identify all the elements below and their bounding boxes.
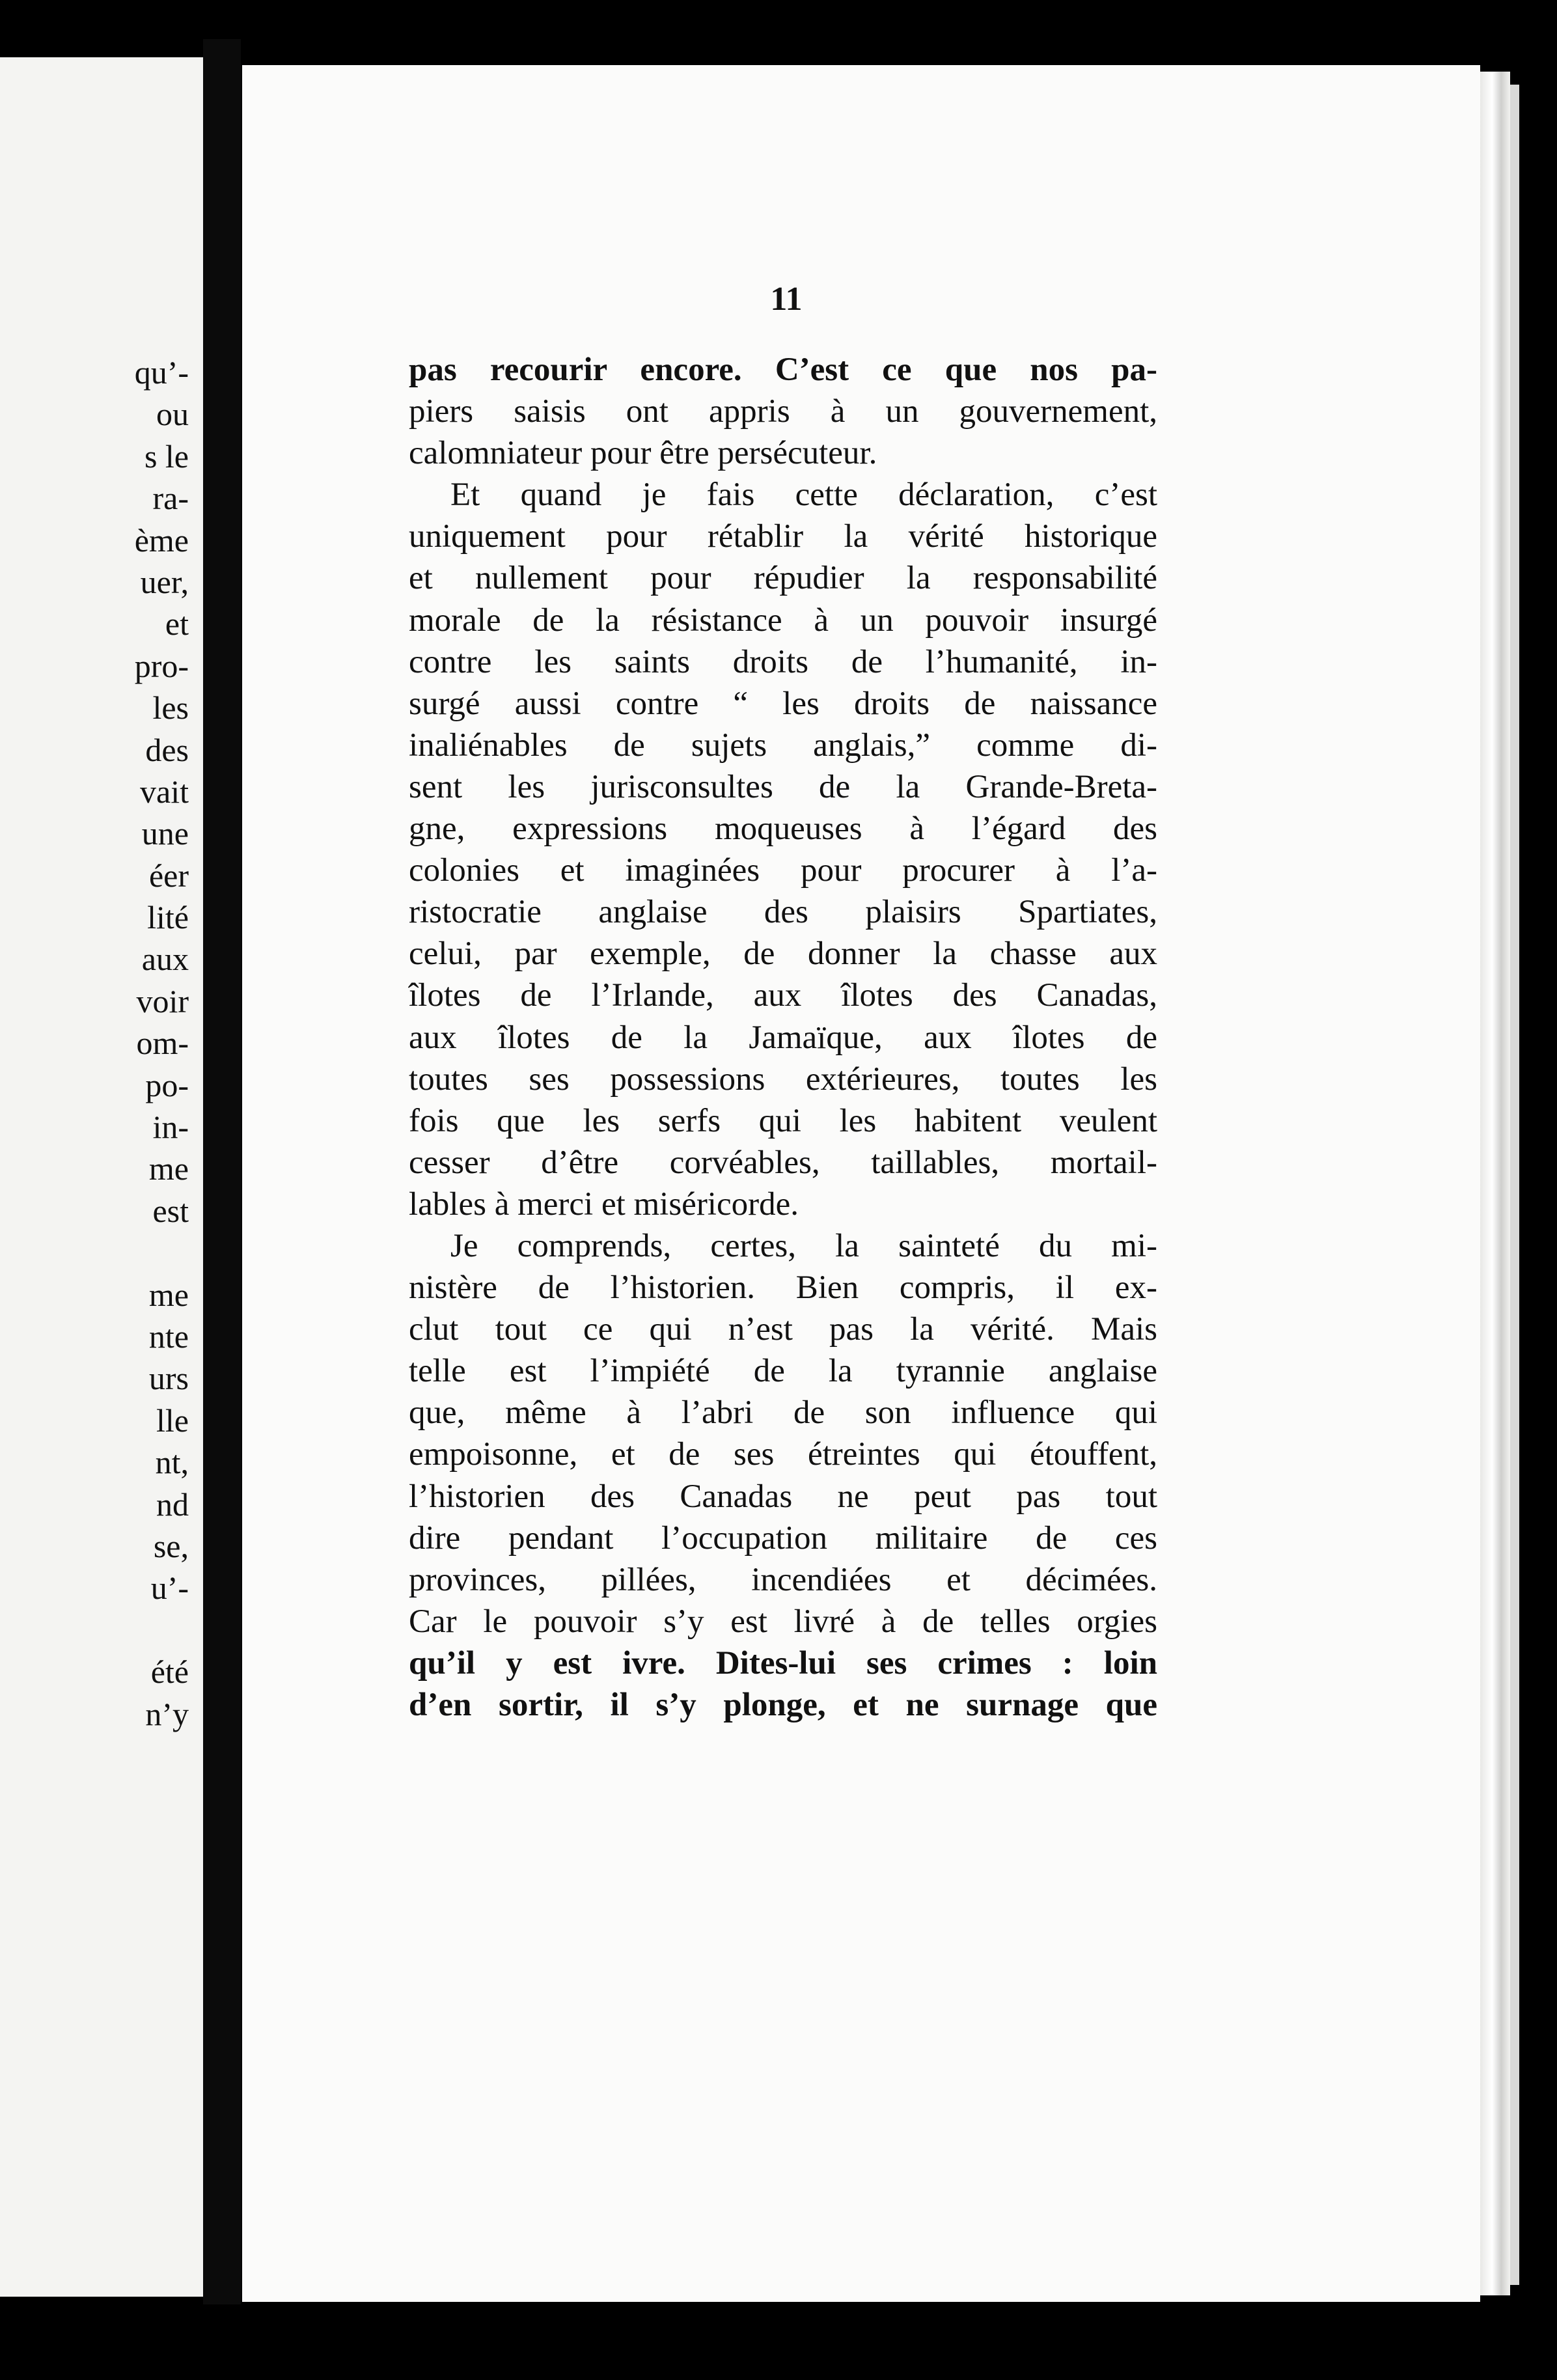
book-gutter <box>203 39 241 2304</box>
text-line: surgé aussi contre “ les droits de naissance <box>409 685 1157 722</box>
left-fragment: ra- <box>152 480 189 517</box>
left-fragment: se, <box>153 1527 189 1564</box>
left-fragment: lle <box>156 1402 189 1439</box>
left-fragment: éer <box>148 857 189 894</box>
text-line: calomniateur pour être persécuteur. <box>409 435 877 472</box>
left-fragment: et <box>165 605 189 643</box>
text-line: empoisonne, et de ses étreintes qui étouffent, <box>409 1436 1157 1473</box>
page-edge <box>1480 72 1510 2295</box>
left-fragment: les <box>152 689 189 726</box>
text-line: aux îlotes de la Jamaïque, aux îlotes de <box>409 1019 1157 1056</box>
text-line: Je comprends, certes, la sainteté du mi- <box>450 1227 1157 1264</box>
text-line: îlotes de l’Irlande, aux îlotes des Canadas, <box>409 977 1157 1014</box>
text-line: celui, par exemple, de donner la chasse aux <box>409 935 1157 973</box>
text-line: colonies et imaginées pour procurer à l’a- <box>409 852 1157 889</box>
left-fragment: des <box>145 731 189 768</box>
left-fragment: nt, <box>155 1444 189 1481</box>
left-fragment: me <box>148 1276 189 1313</box>
text-line: piers saisis ont appris à un gouvernement, <box>409 393 1157 430</box>
left-fragment: est <box>152 1192 189 1229</box>
left-fragment: ème <box>134 521 189 559</box>
text-line: uniquement pour rétablir la vérité historique <box>409 518 1157 555</box>
left-fragment: qu’- <box>134 354 189 391</box>
left-fragment: nd <box>156 1486 189 1523</box>
text-line: cesser d’être corvéables, taillables, mortail- <box>409 1144 1157 1181</box>
left-fragment: été <box>150 1654 189 1691</box>
left-fragment: vait <box>140 773 189 810</box>
left-fragment: s le <box>144 437 189 475</box>
text-line: inaliénables de sujets anglais,” comme di- <box>409 726 1157 764</box>
page-edge-shadow <box>1510 85 1519 2285</box>
text-line: Et quand je fais cette déclaration, c’est <box>450 477 1157 514</box>
left-facing-page <box>0 57 203 2297</box>
left-fragment: une <box>141 815 189 852</box>
text-line: d’en sortir, il s’y plonge, et ne surnage que <box>409 1687 1157 1723</box>
left-fragment <box>135 1609 189 1651</box>
text-line: toutes ses possessions extérieures, toutes les <box>409 1060 1157 1098</box>
text-line: contre les saints droits de l’humanité, in- <box>409 643 1157 680</box>
text-line: clut tout ce qui n’est pas la vérité. Mais <box>409 1311 1157 1348</box>
left-fragment: aux <box>141 941 189 978</box>
text-line: gne, expressions moqueuses à l’égard des <box>409 810 1157 848</box>
left-fragment <box>135 1232 189 1273</box>
left-fragment: om- <box>136 1025 189 1062</box>
text-line: que, même à l’abri de son influence qui <box>409 1394 1157 1432</box>
text-line: pas recourir encore. C’est ce que nos pa- <box>409 352 1157 388</box>
left-fragment: u’- <box>150 1570 189 1607</box>
left-fragment: ou <box>156 396 189 433</box>
text-line: ristocratie anglaise des plaisirs Spartiates, <box>409 894 1157 931</box>
left-fragment: lité <box>147 899 189 936</box>
left-fragment: n’y <box>145 1695 189 1732</box>
text-line: l’historien des Canadas ne peut pas tout <box>409 1478 1157 1515</box>
left-fragment: nte <box>148 1318 189 1355</box>
text-line: dire pendant l’occupation militaire de ces <box>409 1519 1157 1557</box>
body-text <box>409 349 1157 1726</box>
left-fragment: po- <box>145 1066 189 1103</box>
text-line: morale de la résistance à un pouvoir insurgé <box>409 602 1157 639</box>
left-fragment: me <box>148 1150 189 1187</box>
text-line: Car le pouvoir s’y est livré à de telles orgies <box>409 1603 1157 1640</box>
text-line: sent les jurisconsultes de la Grande-Breta- <box>409 768 1157 805</box>
text-line: lables à merci et miséricorde. <box>409 1185 799 1223</box>
page-number: 11 <box>770 281 803 318</box>
left-page-text-fragments <box>135 352 189 1735</box>
left-fragment: pro- <box>134 647 189 684</box>
text-line: telle est l’impiété de la tyrannie anglaise <box>409 1353 1157 1390</box>
text-line: provinces, pillées, incendiées et décimées. <box>409 1561 1157 1598</box>
text-line: nistère de l’historien. Bien compris, il ex- <box>409 1269 1157 1307</box>
text-line: et nullement pour répudier la responsabilité <box>409 560 1157 597</box>
left-fragment: urs <box>148 1360 189 1397</box>
left-fragment: voir <box>136 982 189 1019</box>
text-line: fois que les serfs qui les habitent veulent <box>409 1102 1157 1139</box>
left-fragment: uer, <box>140 563 189 600</box>
text-line: qu’il y est ivre. Dites-lui ses crimes : loin <box>409 1644 1157 1681</box>
left-fragment: in- <box>152 1109 189 1146</box>
